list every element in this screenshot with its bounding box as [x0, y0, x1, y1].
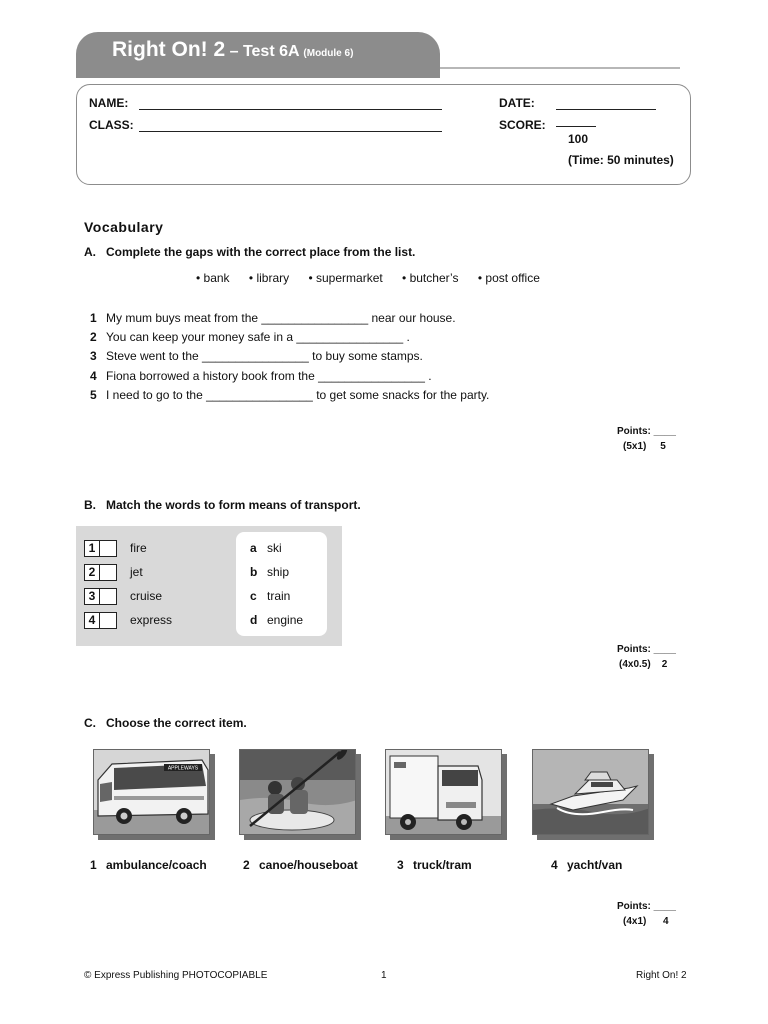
match-word: jet	[130, 565, 143, 579]
word-item: • butcher’s	[402, 271, 459, 285]
word-item: • post office	[477, 271, 540, 285]
sentence-number: 4	[90, 369, 97, 383]
points-box-c	[617, 899, 676, 929]
answer-option	[250, 613, 303, 627]
match-word: express	[130, 613, 173, 627]
sentence-number: 1	[90, 311, 97, 325]
page-number: 1	[381, 970, 387, 981]
score-label: SCORE:	[499, 118, 546, 132]
sentence-text: Fiona borrowed a history book from the ________________ .	[106, 369, 432, 383]
points-calc: (4x1) 4	[623, 916, 669, 927]
answer-options	[236, 532, 327, 636]
option-word: ski	[267, 541, 282, 555]
date-label: DATE:	[499, 96, 535, 110]
option-word: engine	[267, 613, 304, 627]
part-a-letter: A.	[84, 245, 96, 259]
yacht-picture	[532, 749, 649, 835]
canoe-picture	[239, 749, 356, 835]
part-c-text: Choose the correct item.	[106, 716, 247, 730]
choice-text: yacht/van	[567, 858, 623, 872]
answer-option	[250, 589, 290, 603]
answer-box[interactable]	[100, 564, 117, 581]
sentence-text: I need to go to the ________________ to get some snacks for the party.	[106, 388, 490, 402]
answer-option	[250, 541, 282, 555]
answer-box[interactable]	[100, 588, 117, 605]
option-letter: c	[250, 589, 257, 603]
points-box-a	[617, 424, 676, 454]
test-title	[112, 38, 353, 62]
points-box-b	[617, 642, 676, 672]
course-title: Right On! 2	[112, 38, 226, 61]
choice-item[interactable]	[90, 858, 207, 872]
sentence-text: You can keep your money safe in a ________________ .	[106, 330, 410, 344]
part-b-instruction	[84, 498, 361, 512]
word-item: • supermarket	[308, 271, 383, 285]
gap-sentence[interactable]	[90, 330, 410, 344]
sentence-number: 2	[90, 330, 97, 344]
gap-sentence[interactable]	[90, 311, 456, 325]
points-label[interactable]: Points: ____	[617, 426, 676, 437]
section-title: Vocabulary	[84, 219, 164, 235]
option-letter: a	[250, 541, 257, 555]
points-label[interactable]: Points: ____	[617, 901, 676, 912]
footer-course: Right On! 2	[636, 970, 687, 981]
option-letter: d	[250, 613, 258, 627]
score-total: 100	[568, 132, 589, 146]
student-info-box	[76, 84, 691, 185]
header-rule	[440, 67, 680, 69]
test-number: – Test 6A	[225, 43, 304, 60]
sentence-text: My mum buys meat from the ________________ near our house.	[106, 311, 456, 325]
part-a-instruction	[84, 245, 415, 259]
truck-picture	[385, 749, 502, 835]
answer-box[interactable]	[100, 612, 117, 629]
item-number: 1	[84, 540, 100, 557]
option-word: ship	[267, 565, 290, 579]
time-limit: (Time: 50 minutes)	[568, 153, 674, 167]
choice-number: 1	[90, 858, 97, 872]
item-number: 4	[84, 612, 100, 629]
sentence-number: 3	[90, 349, 97, 363]
coach-picture	[93, 749, 210, 835]
score-field[interactable]	[556, 126, 596, 127]
part-b-letter: B.	[84, 498, 96, 512]
choice-item[interactable]	[397, 858, 472, 872]
choice-text: ambulance/coach	[106, 858, 207, 872]
option-letter: b	[250, 565, 258, 579]
choice-number: 2	[243, 858, 250, 872]
name-label: NAME:	[89, 96, 129, 110]
bus-sign-text: APPLEWAYS	[167, 765, 199, 772]
item-number: 3	[84, 588, 100, 605]
part-a-text: Complete the gaps with the correct place from the list.	[106, 245, 416, 259]
choice-text: canoe/houseboat	[259, 858, 358, 872]
choice-number: 4	[551, 858, 558, 872]
gap-sentence[interactable]	[90, 349, 423, 363]
footer-copyright: © Express Publishing PHOTOCOPIABLE	[84, 970, 268, 981]
option-word: train	[267, 589, 291, 603]
points-calc: (5x1) 5	[623, 441, 666, 452]
answer-option	[250, 565, 289, 579]
choice-item[interactable]	[551, 858, 622, 872]
gap-sentence[interactable]	[90, 388, 489, 402]
points-calc: (4x0.5) 2	[619, 659, 668, 670]
sentence-number: 5	[90, 388, 97, 402]
module-label: (Module 6)	[303, 48, 354, 59]
item-number: 2	[84, 564, 100, 581]
points-label[interactable]: Points: ____	[617, 644, 676, 655]
sentence-text: Steve went to the ________________ to buy some stamps.	[106, 349, 423, 363]
choice-item[interactable]	[243, 858, 358, 872]
part-b-text: Match the words to form means of transport.	[106, 498, 361, 512]
part-c-letter: C.	[84, 716, 96, 730]
word-list	[196, 271, 556, 285]
choice-number: 3	[397, 858, 404, 872]
part-c-instruction	[84, 716, 247, 730]
date-field[interactable]	[556, 109, 656, 110]
name-field[interactable]	[139, 109, 442, 110]
class-label: CLASS:	[89, 118, 134, 132]
choice-text: truck/tram	[413, 858, 472, 872]
match-word: fire	[130, 541, 147, 555]
class-field[interactable]	[139, 131, 442, 132]
word-item: • bank	[196, 271, 230, 285]
answer-box[interactable]	[100, 540, 117, 557]
gap-sentence[interactable]	[90, 369, 432, 383]
match-word: cruise	[130, 589, 163, 603]
word-item: • library	[248, 271, 290, 285]
